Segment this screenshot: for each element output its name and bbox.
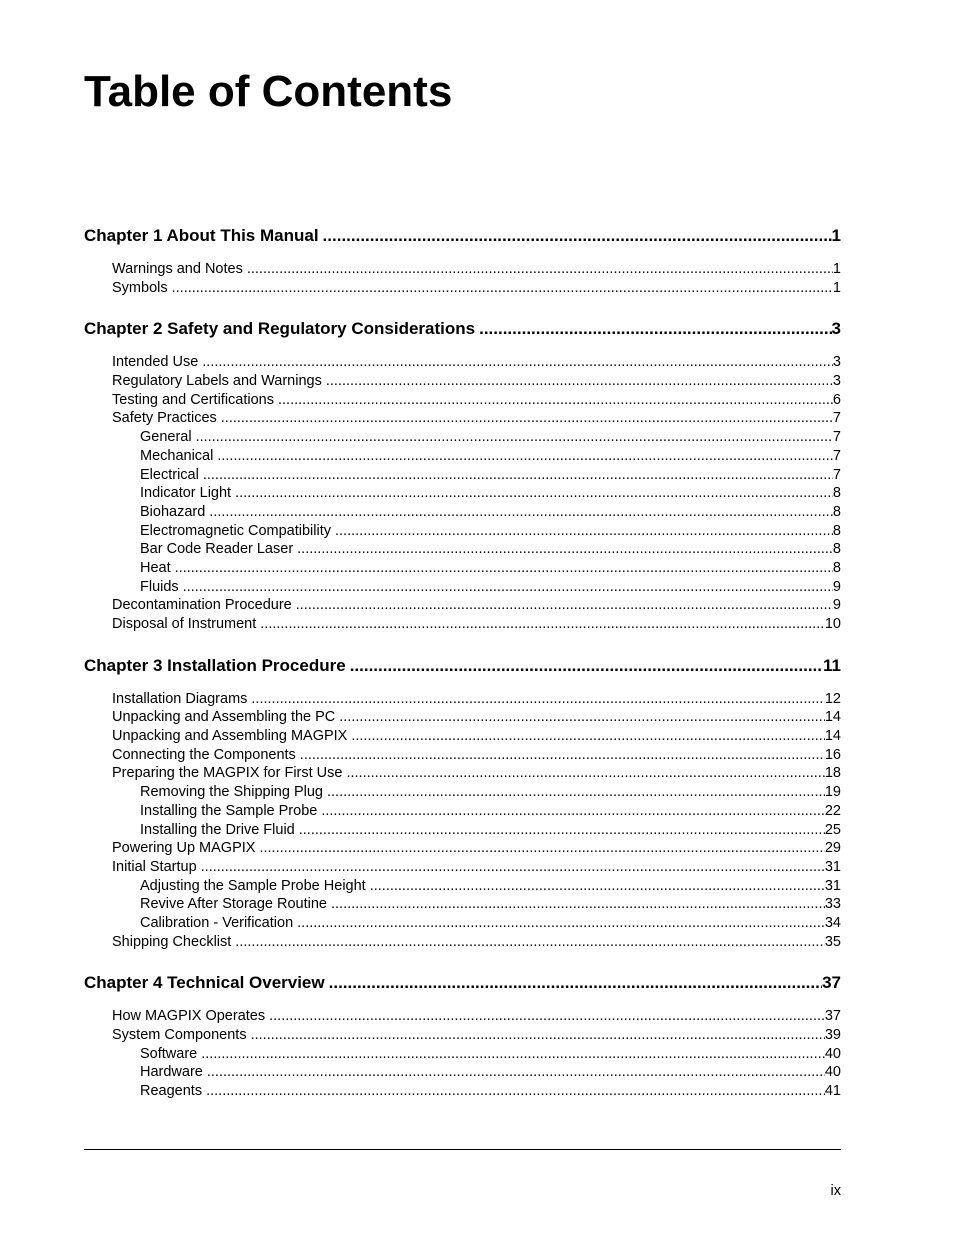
subsection-entry-link[interactable]	[84, 466, 841, 485]
chapter-spacer	[84, 634, 841, 653]
entry-page-number: 18	[824, 765, 841, 782]
subsection-entry-link[interactable]	[84, 559, 841, 578]
entry-title: Unpacking and Assembling MAGPIX	[112, 728, 348, 745]
entry-page-number: 8	[832, 541, 841, 558]
dot-leader	[327, 783, 825, 802]
dot-leader	[323, 223, 832, 249]
entry-page-number: 1	[832, 261, 841, 277]
entry-page-number: 7	[832, 410, 841, 427]
entry-page-number: 7	[832, 429, 841, 446]
entry-page-number: 10	[824, 616, 841, 632]
entry-page-number: 39	[824, 1027, 841, 1043]
section-entry-link[interactable]	[84, 764, 841, 783]
entry-title: Shipping Checklist	[112, 933, 232, 950]
entry-page-number: 8	[832, 485, 841, 502]
entry-title: Intended Use	[112, 354, 199, 371]
subsection-entry-link[interactable]	[84, 1082, 841, 1101]
subsection-entry-link[interactable]	[84, 877, 841, 896]
entry-page-number: 22	[824, 802, 841, 819]
subsection-entry-link[interactable]	[84, 895, 841, 914]
entry-page-number: 34	[824, 914, 841, 931]
dot-leader	[329, 970, 822, 996]
entry-page-number: 7	[832, 447, 841, 464]
entry-title: Biohazard	[140, 503, 206, 520]
subsection-entry-link[interactable]	[84, 428, 841, 447]
dot-leader	[259, 839, 824, 858]
entry-title: Symbols	[112, 279, 168, 296]
entry-page-number: 40	[824, 1045, 841, 1062]
dot-leader	[351, 727, 825, 746]
chapter-title: Chapter 4 Technical Overview	[84, 973, 325, 993]
dot-leader	[172, 279, 833, 298]
entry-page-number: 9	[832, 578, 841, 595]
entry-title: Decontamination Procedure	[112, 597, 292, 614]
section-entry-link[interactable]	[84, 1007, 841, 1026]
section-entry-link[interactable]	[84, 391, 841, 410]
page-number: ix	[830, 1183, 841, 1199]
section-entry-link[interactable]	[84, 260, 841, 279]
dot-leader	[221, 409, 833, 428]
dot-leader	[297, 540, 833, 559]
entry-page-number: 8	[832, 559, 841, 576]
entry-page-number: 31	[824, 858, 841, 875]
dot-leader	[299, 821, 825, 840]
chapter-title: Chapter 2 Safety and Regulatory Considerations	[84, 319, 476, 339]
entry-title: Mechanical	[140, 447, 214, 464]
section-entry-link[interactable]	[84, 708, 841, 727]
subsection-entry-link[interactable]	[84, 540, 841, 559]
subsection-entry-link[interactable]	[84, 578, 841, 597]
entry-title: General	[140, 429, 192, 446]
dot-leader	[209, 503, 833, 522]
footer-divider	[84, 1149, 841, 1150]
dot-leader	[350, 653, 823, 679]
dot-leader	[260, 615, 825, 634]
entry-title: Electrical	[140, 466, 199, 483]
dot-leader	[202, 353, 833, 372]
section-entry-link[interactable]	[84, 353, 841, 372]
section-entry-link[interactable]	[84, 409, 841, 428]
dot-leader	[207, 1063, 825, 1082]
entry-title: Regulatory Labels and Warnings	[112, 373, 322, 390]
entry-page-number: 25	[824, 821, 841, 838]
dot-leader	[335, 522, 833, 541]
dot-leader	[201, 1045, 825, 1064]
entry-title: Revive After Storage Routine	[140, 896, 327, 913]
entry-title: Testing and Certifications	[112, 391, 274, 408]
entry-title: Warnings and Notes	[112, 261, 243, 277]
entry-page-number: 6	[832, 391, 841, 408]
entry-title: Electromagnetic Compatibility	[140, 522, 331, 539]
entry-page-number: 14	[824, 709, 841, 726]
chapter-spacer	[84, 297, 841, 316]
dot-leader	[296, 596, 833, 615]
dot-leader	[251, 1026, 825, 1045]
entry-title: Heat	[140, 559, 171, 576]
dot-leader	[201, 858, 825, 877]
entry-title: Installing the Drive Fluid	[140, 821, 295, 838]
section-entry-link[interactable]	[84, 690, 841, 709]
entry-page-number: 33	[824, 896, 841, 913]
subsection-entry-link[interactable]	[84, 802, 841, 821]
dot-leader	[235, 933, 825, 952]
subsection-entry-link[interactable]	[84, 821, 841, 840]
chapter-page-number: 37	[822, 973, 841, 993]
dot-leader	[196, 428, 833, 447]
dot-leader	[326, 372, 833, 391]
entry-title: How MAGPIX Operates	[112, 1008, 266, 1025]
section-entry-link[interactable]	[84, 933, 841, 952]
section-entry-link[interactable]	[84, 858, 841, 877]
entry-title: Safety Practices	[112, 410, 217, 427]
entry-title: Unpacking and Assembling the PC	[112, 709, 336, 726]
dot-leader	[297, 914, 825, 933]
subsection-entry-link[interactable]	[84, 447, 841, 466]
table-of-contents	[84, 223, 841, 1101]
entry-title: Software	[140, 1045, 198, 1062]
entry-title: Disposal of Instrument	[112, 616, 257, 632]
entry-page-number: 35	[824, 933, 841, 950]
entry-page-number: 8	[832, 503, 841, 520]
section-entry-link[interactable]	[84, 279, 841, 298]
entry-page-number: 40	[824, 1064, 841, 1081]
dot-leader	[175, 559, 833, 578]
dot-leader	[183, 578, 833, 597]
entry-title: Hardware	[140, 1064, 203, 1081]
entry-page-number: 14	[824, 728, 841, 745]
chapter-heading-link[interactable]	[84, 223, 841, 249]
entry-page-number: 3	[832, 354, 841, 371]
dot-leader	[479, 316, 831, 342]
entry-title: Reagents	[140, 1083, 203, 1100]
chapter-page-number: 11	[823, 655, 841, 675]
entry-title: Preparing the MAGPIX for First Use	[112, 765, 343, 782]
dot-leader	[321, 802, 825, 821]
entry-title: Connecting the Components	[112, 746, 296, 763]
chapter-heading-link[interactable]	[84, 316, 841, 342]
entry-page-number: 1	[832, 279, 841, 296]
section-entry-link[interactable]	[84, 596, 841, 615]
entry-title: Adjusting the Sample Probe Height	[140, 877, 366, 894]
entry-page-number: 31	[824, 877, 841, 894]
subsection-entry-link[interactable]	[84, 914, 841, 933]
chapter-title: Chapter 3 Installation Procedure	[84, 655, 346, 675]
entry-title: Initial Startup	[112, 858, 197, 875]
entry-title: Calibration - Verification	[140, 914, 294, 931]
entry-page-number: 3	[832, 373, 841, 390]
dot-leader	[331, 895, 825, 914]
dot-leader	[247, 260, 833, 279]
chapter-page-number: 3	[831, 319, 841, 339]
entry-page-number: 19	[824, 784, 841, 801]
chapter-title: Chapter 1 About This Manual	[84, 226, 319, 245]
entry-title: Indicator Light	[140, 485, 232, 502]
dot-leader	[300, 746, 825, 765]
entry-title: Fluids	[140, 578, 179, 595]
dot-leader	[251, 690, 824, 709]
entry-page-number: 41	[824, 1083, 841, 1100]
dot-leader	[269, 1007, 825, 1026]
chapter-page-number: 1	[831, 226, 841, 245]
dot-leader	[278, 391, 833, 410]
subsection-entry-link[interactable]	[84, 503, 841, 522]
chapter-heading-link[interactable]	[84, 653, 841, 679]
section-entry-link[interactable]	[84, 372, 841, 391]
chapter-spacer	[84, 951, 841, 970]
subsection-entry-link[interactable]	[84, 484, 841, 503]
section-entry-link[interactable]	[84, 1026, 841, 1045]
section-entry-link[interactable]	[84, 746, 841, 765]
dot-leader	[235, 484, 833, 503]
subsection-entry-link[interactable]	[84, 1063, 841, 1082]
entry-page-number: 9	[832, 597, 841, 614]
section-entry-link[interactable]	[84, 615, 841, 634]
entry-page-number: 8	[832, 522, 841, 539]
dot-leader	[206, 1082, 825, 1101]
dot-leader	[370, 877, 825, 896]
entry-title: System Components	[112, 1027, 247, 1043]
chapter-heading-link[interactable]	[84, 970, 841, 996]
entry-page-number: 7	[832, 466, 841, 483]
entry-page-number: 37	[824, 1008, 841, 1025]
entry-page-number: 16	[824, 746, 841, 763]
entry-title: Installing the Sample Probe	[140, 802, 318, 819]
dot-leader	[203, 466, 833, 485]
section-entry-link[interactable]	[84, 727, 841, 746]
entry-page-number: 29	[824, 840, 841, 857]
page-title: Table of Contents	[84, 67, 453, 116]
dot-leader	[346, 764, 824, 783]
subsection-entry-link[interactable]	[84, 783, 841, 802]
dot-leader	[339, 708, 825, 727]
subsection-entry-link[interactable]	[84, 1045, 841, 1064]
entry-title: Removing the Shipping Plug	[140, 784, 323, 801]
dot-leader	[217, 447, 833, 466]
entry-title: Bar Code Reader Laser	[140, 541, 294, 558]
entry-title: Installation Diagrams	[112, 690, 248, 707]
subsection-entry-link[interactable]	[84, 522, 841, 541]
entry-page-number: 12	[824, 690, 841, 707]
entry-title: Powering Up MAGPIX	[112, 840, 256, 857]
section-entry-link[interactable]	[84, 839, 841, 858]
